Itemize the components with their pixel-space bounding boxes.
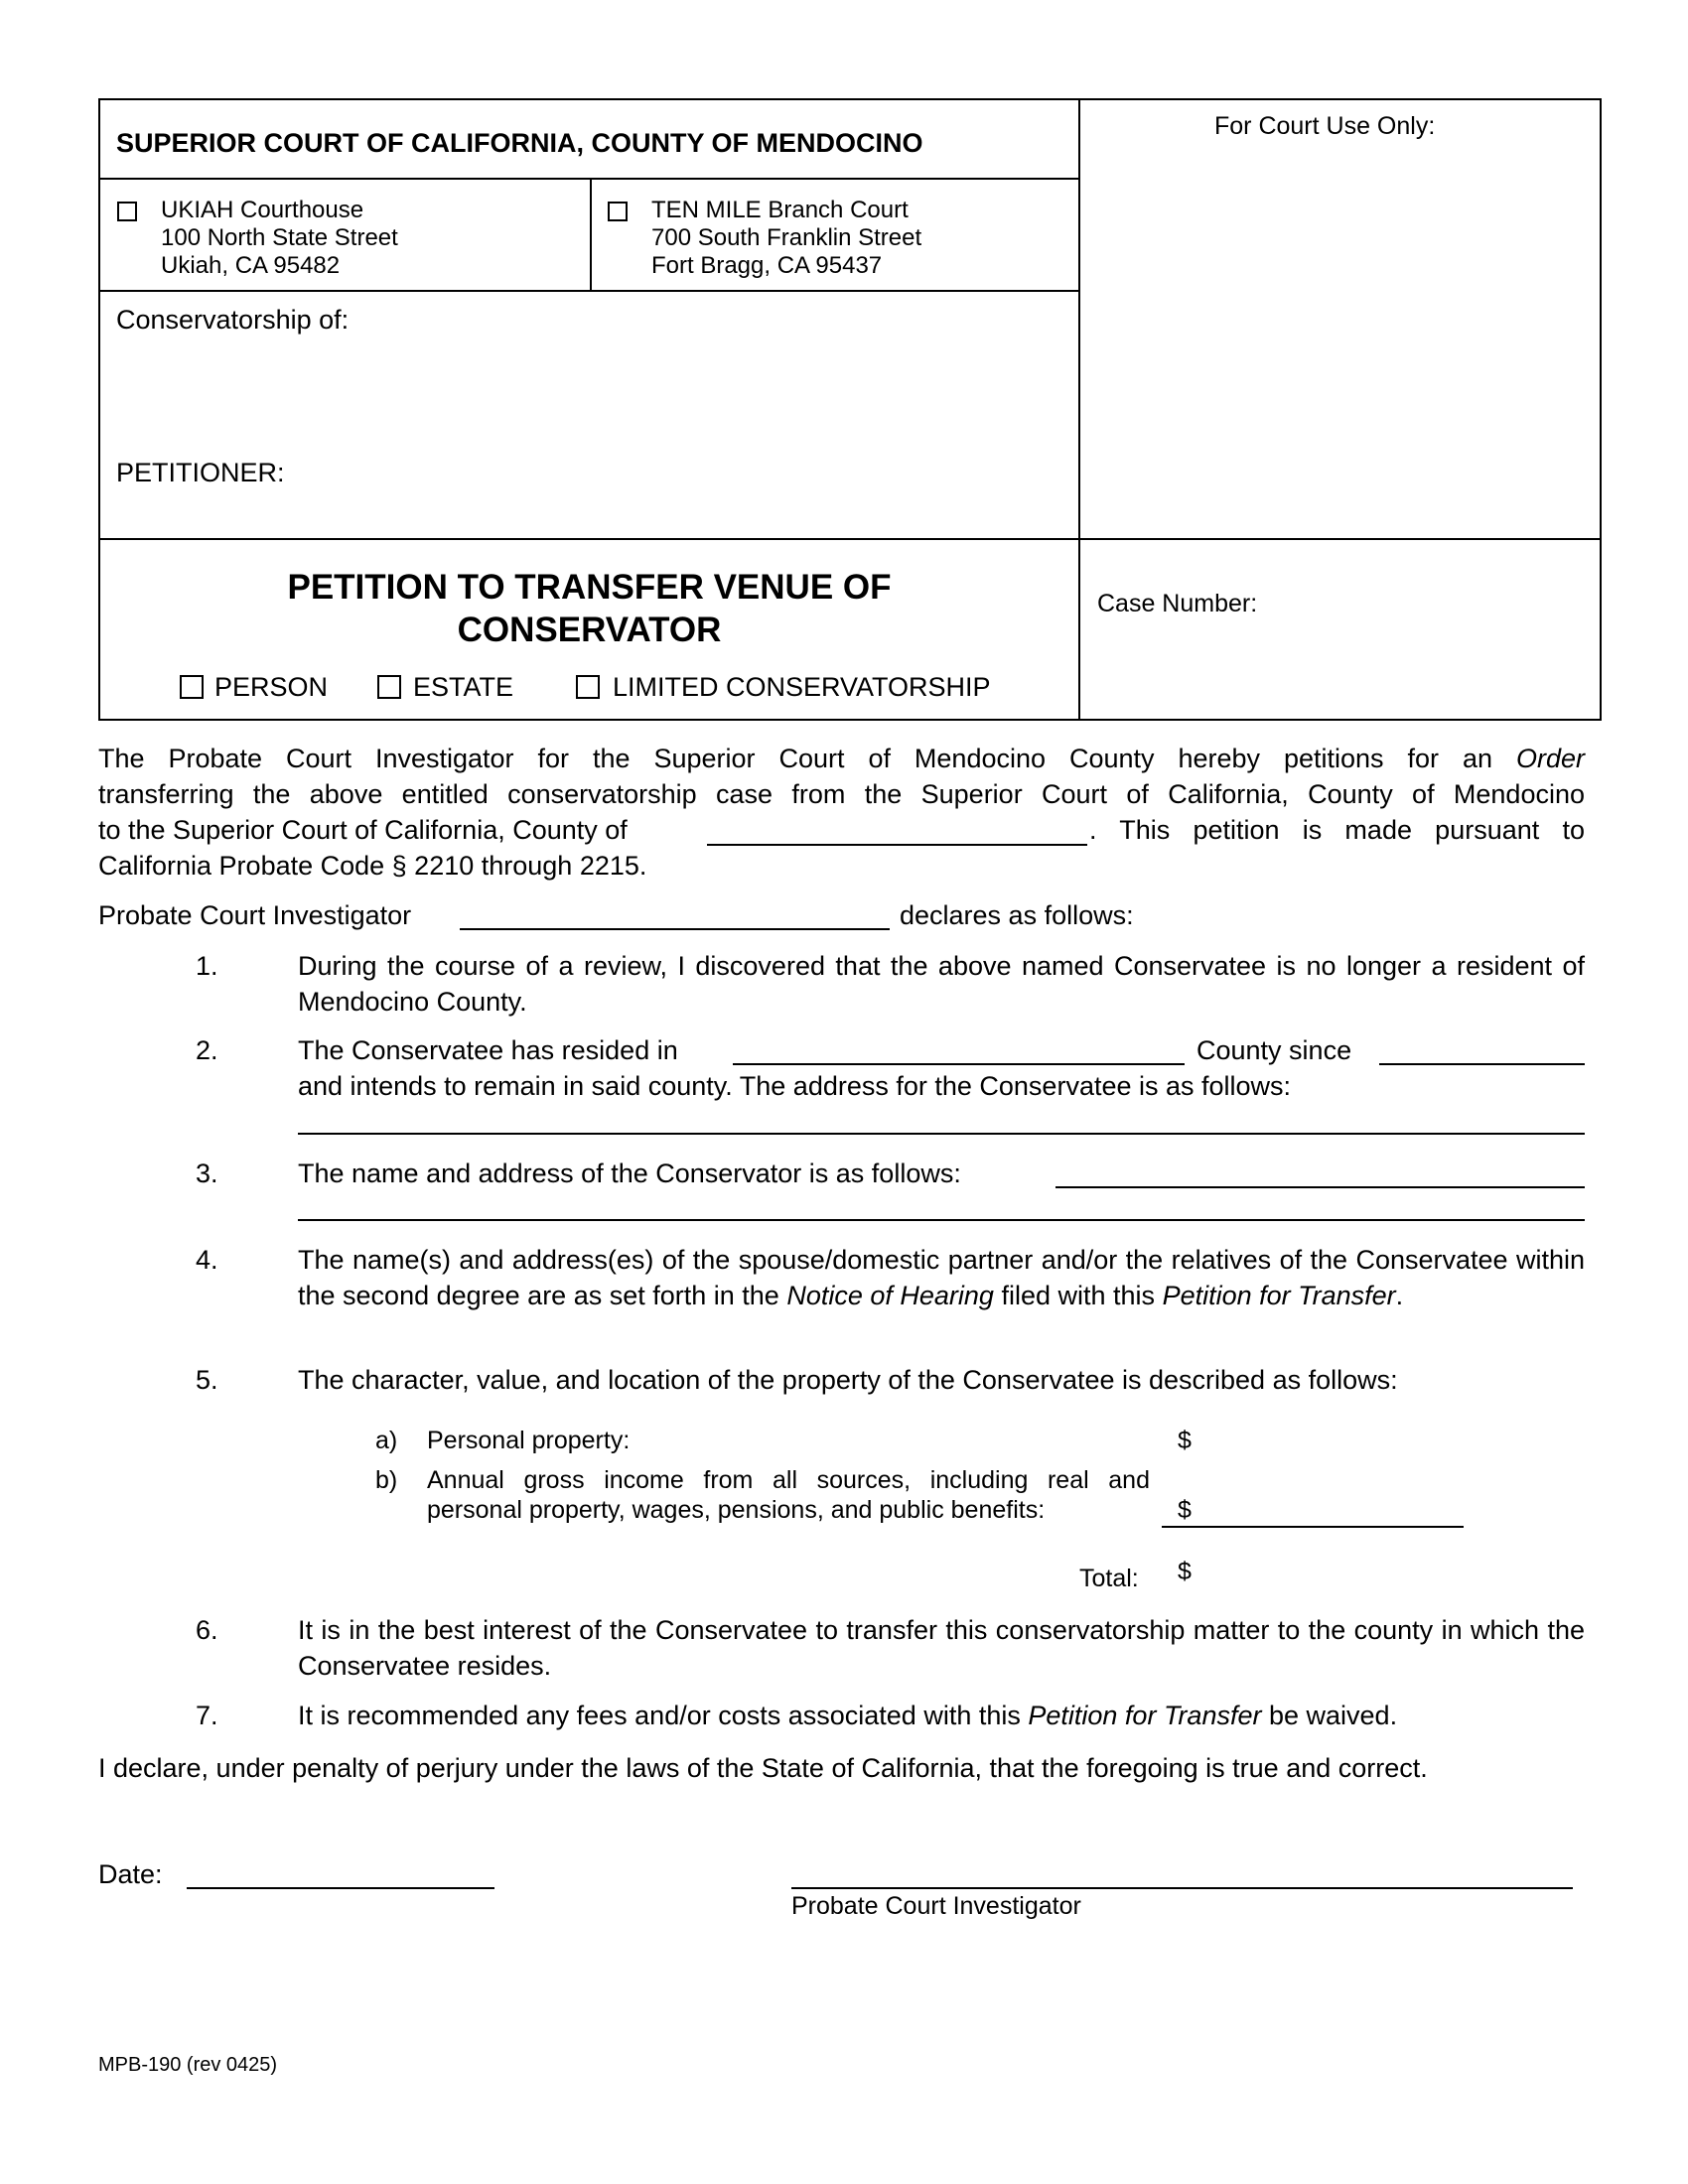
declares-suffix: declares as follows:: [900, 900, 1134, 930]
date-label: Date:: [98, 1859, 163, 1889]
investigator-signature-label: Probate Court Investigator: [791, 1892, 1081, 1920]
court-title: SUPERIOR COURT OF CALIFORNIA, COUNTY OF MENDOCINO: [116, 128, 923, 158]
intro-line4: California Probate Code § 2210 through 2215.: [98, 851, 647, 881]
conservator-line1[interactable]: [1055, 1186, 1585, 1188]
item2-prefix: The Conservatee has resided in: [298, 1035, 678, 1065]
form-title: [100, 566, 1078, 651]
form-id: MPB-190 (rev 0425): [98, 2054, 278, 2076]
intro-paragraph: [98, 741, 1585, 884]
item7-text: It is recommended any fees and/or costs associated with this Petition for Transfer be waived.: [298, 1701, 1398, 1730]
subitem-a-text: Personal property:: [427, 1427, 631, 1454]
intro-line3: to the Superior Court of California, County of . This petition is made pursuant to: [98, 815, 1585, 845]
court-use-label: For Court Use Only:: [1214, 112, 1436, 140]
tenmile-address: [651, 197, 921, 280]
item6-text: It is in the best interest of the Conservatee to transfer this conservatorship matter to the county in which the Conservatee resides.: [298, 1615, 1585, 1681]
item1-number: 1.: [196, 951, 218, 981]
limited-checkbox[interactable]: [576, 675, 600, 699]
item2-county-since: County since: [1196, 1035, 1352, 1065]
form-title-line1: PETITION TO TRANSFER VENUE OF: [287, 568, 892, 607]
item6-number: 6.: [196, 1615, 218, 1645]
item5-number: 5.: [196, 1365, 218, 1395]
estate-checkbox[interactable]: [377, 675, 401, 699]
intro-line2: transferring the above entitled conservatorship case from the Superior Court of California, County of Mendocino: [98, 779, 1585, 809]
tenmile-street: 700 South Franklin Street: [651, 224, 922, 251]
subitem-a-dollar: $: [1178, 1427, 1192, 1454]
petitioner-label: PETITIONER:: [116, 458, 285, 487]
form-title-line2: CONSERVATOR: [457, 611, 722, 649]
conservator-line2[interactable]: [298, 1219, 1585, 1221]
declares-prefix: Probate Court Investigator: [98, 900, 412, 930]
ukiah-name: UKIAH Courthouse: [161, 197, 364, 223]
subitem-b-line2: personal property, wages, pensions, and public benefits:: [427, 1496, 1046, 1524]
income-line[interactable]: [1162, 1526, 1464, 1528]
ukiah-address: [161, 197, 398, 280]
item4-number: 4.: [196, 1245, 218, 1275]
signature-line[interactable]: [791, 1887, 1573, 1889]
intro-line1: The Probate Court Investigator for the Superior Court of Mendocino County hereby petitions for an Order: [98, 744, 1585, 773]
ukiah-city: Ukiah, CA 95482: [161, 252, 341, 279]
person-label: PERSON: [214, 672, 329, 702]
subitem-a-letter: a): [375, 1427, 398, 1454]
item3-text: The name and address of the Conservator is as follows:: [298, 1159, 961, 1188]
tenmile-checkbox[interactable]: [608, 202, 628, 221]
subitem-b-letter: b): [375, 1466, 398, 1494]
item5-text: The character, value, and location of the property of the Conservatee is described as follows:: [298, 1365, 1398, 1395]
date-line[interactable]: [187, 1887, 494, 1889]
perjury-declaration: I declare, under penalty of perjury under the laws of the State of California, that the foregoing is true and correct.: [98, 1753, 1428, 1783]
estate-label: ESTATE: [413, 672, 514, 702]
investigator-name-line[interactable]: [460, 928, 890, 930]
item2-text: and intends to remain in said county. The address for the Conservatee is as follows:: [298, 1071, 1292, 1101]
limited-label: LIMITED CONSERVATORSHIP: [613, 672, 991, 702]
item7-number: 7.: [196, 1701, 218, 1730]
total-dollar: $: [1178, 1558, 1192, 1585]
total-label: Total:: [1079, 1565, 1139, 1592]
item3-number: 3.: [196, 1159, 218, 1188]
tenmile-name: TEN MILE Branch Court: [651, 197, 909, 223]
case-number-label: Case Number:: [1097, 590, 1258, 617]
subitem-b-line1: Annual gross income from all sources, including real and: [427, 1466, 1150, 1494]
item2-number: 2.: [196, 1035, 218, 1065]
since-date-line[interactable]: [1379, 1063, 1585, 1065]
ukiah-checkbox[interactable]: [117, 202, 137, 221]
person-checkbox[interactable]: [180, 675, 204, 699]
item1-text: During the course of a review, I discovered that the above named Conservatee is no longer a resident of Mendocino County.: [298, 951, 1585, 1017]
ukiah-street: 100 North State Street: [161, 224, 398, 251]
tenmile-city: Fort Bragg, CA 95437: [651, 252, 883, 279]
conservatorship-label: Conservatorship of:: [116, 305, 350, 335]
subitem-b-text: [427, 1465, 1150, 1525]
resided-county-line[interactable]: [733, 1063, 1185, 1065]
transfer-county-line[interactable]: [707, 844, 1087, 846]
item4-text: The name(s) and address(es) of the spouse/domestic partner and/or the relatives of the Conservatee within the second degree are as set forth in the Notice of Hearing filed with this Petition for Transfer.: [298, 1245, 1585, 1310]
conservatee-address-line[interactable]: [298, 1133, 1585, 1135]
subitem-b-dollar: $: [1178, 1496, 1192, 1524]
